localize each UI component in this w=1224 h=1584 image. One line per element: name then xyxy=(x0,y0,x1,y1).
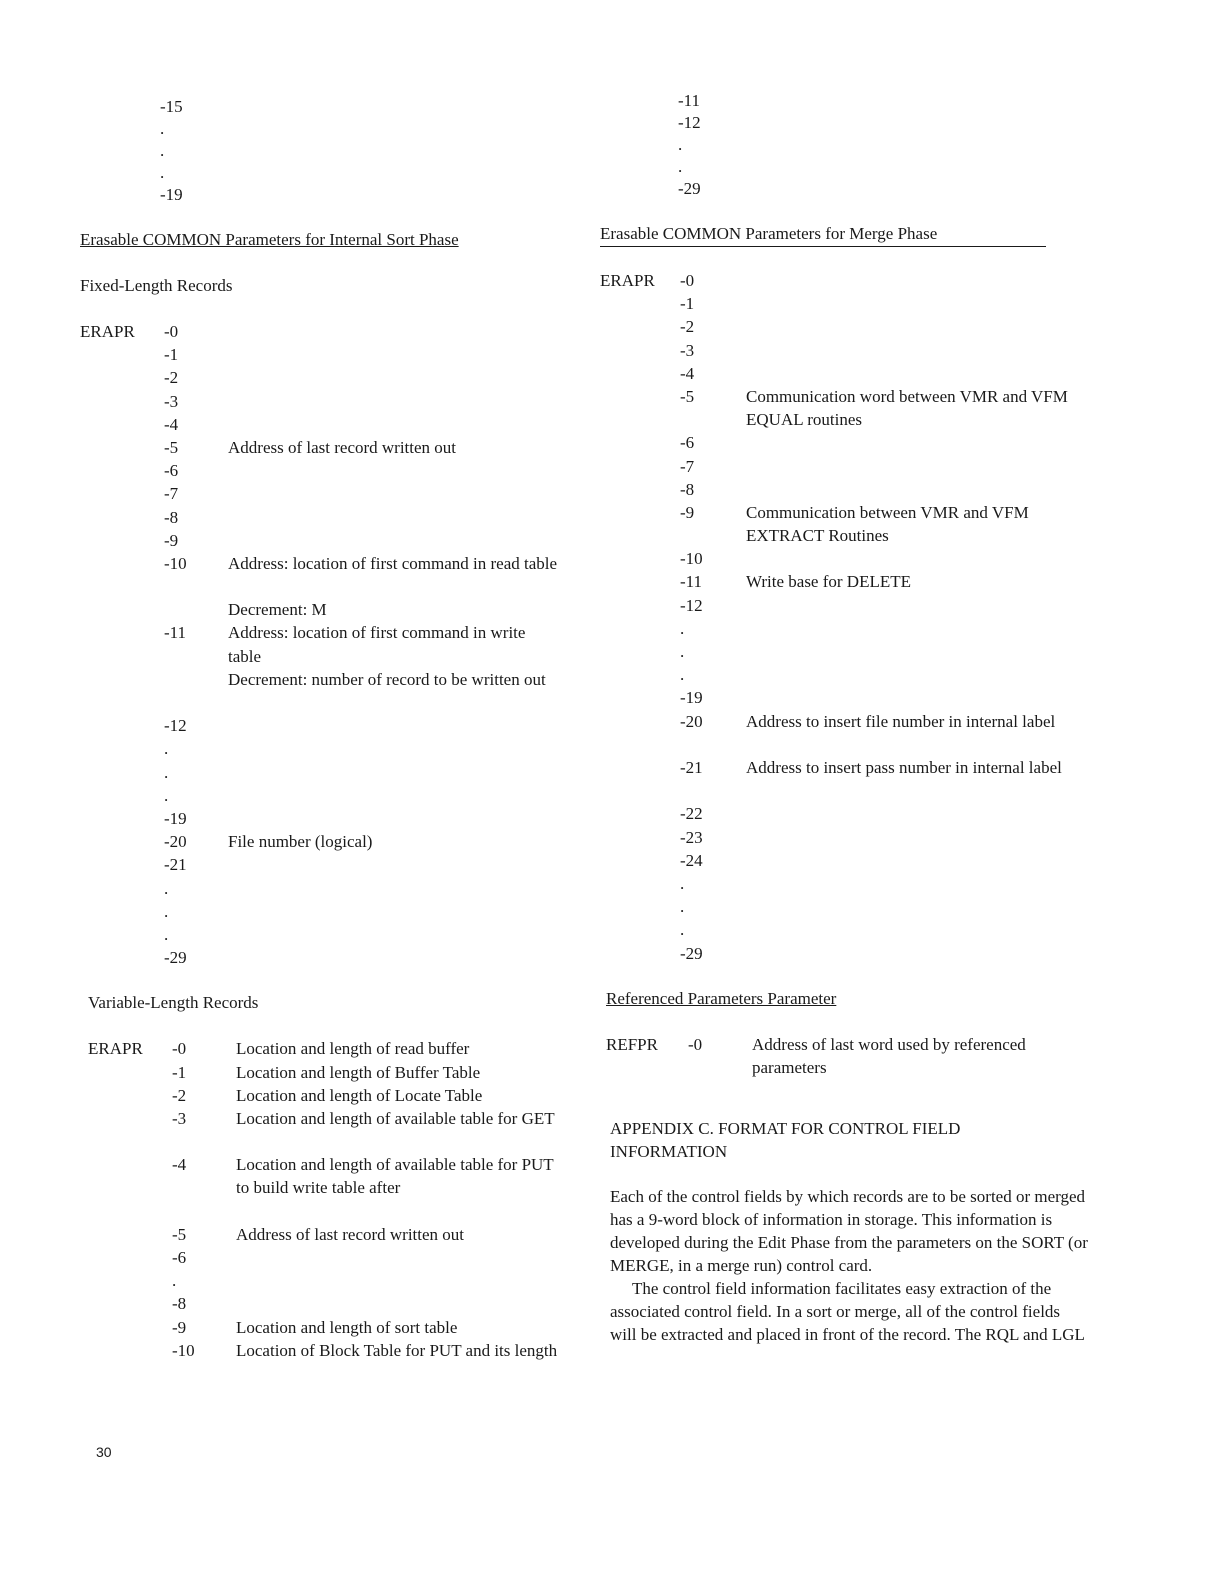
merge-phase-heading: Erasable COMMON Parameters for Merge Phase xyxy=(600,222,1046,247)
parameter-row xyxy=(600,431,1120,454)
parameter-number: -1 xyxy=(164,345,179,365)
parameter-row xyxy=(600,849,1120,872)
parameter-row xyxy=(80,459,600,482)
parameter-number: -29 xyxy=(678,179,701,198)
parameter-row xyxy=(80,737,600,760)
parameter-number: -8 xyxy=(172,1294,187,1314)
parameter-row xyxy=(80,830,600,853)
parameter-number: -10 xyxy=(172,1340,195,1360)
parameter-row xyxy=(80,529,600,552)
parameter-row xyxy=(88,1061,600,1084)
top-list-item xyxy=(80,162,600,184)
parameter-row xyxy=(88,1292,600,1315)
parameter-row xyxy=(80,506,600,529)
parameter-row xyxy=(600,292,1120,315)
parameter-number: . xyxy=(680,618,685,638)
parameter-row xyxy=(80,621,600,714)
parameter-row xyxy=(88,1223,600,1246)
refpr-row xyxy=(606,1033,1120,1081)
parameter-number: . xyxy=(164,901,169,921)
parameter-number: -5 xyxy=(172,1224,187,1244)
parameter-decrement: Decrement: number of record to be written out xyxy=(228,669,546,689)
parameter-number: -4 xyxy=(164,414,179,434)
refpr-label: REFPR xyxy=(606,1034,658,1054)
parameter-row xyxy=(80,436,600,459)
parameter-row xyxy=(600,594,1120,617)
parameter-row xyxy=(80,714,600,737)
parameter-description: Address to insert pass number in internal label xyxy=(746,757,1062,777)
parameter-number: -12 xyxy=(678,113,701,132)
parameter-number: -0 xyxy=(680,271,695,290)
parameter-row xyxy=(80,761,600,784)
top-list-item xyxy=(80,118,600,140)
parameter-number: -8 xyxy=(164,507,179,527)
parameter-row xyxy=(80,946,600,969)
parameter-row xyxy=(88,1339,600,1385)
parameter-number: -7 xyxy=(164,484,179,504)
parameter-number: -0 xyxy=(164,322,179,341)
top-list-item xyxy=(600,90,1120,112)
top-list-item xyxy=(600,156,1120,178)
parameter-number: -10 xyxy=(680,549,703,569)
parameter-row xyxy=(600,895,1120,918)
top-list-item xyxy=(80,96,600,118)
parameter-row xyxy=(600,385,1120,431)
parameter-row xyxy=(600,686,1120,709)
parameter-number: . xyxy=(678,157,683,176)
parameter-description: Address of last record written out xyxy=(228,437,457,457)
parameter-row xyxy=(80,552,600,622)
parameter-number: . xyxy=(680,897,685,917)
parameter-description: Location and length of read buffer xyxy=(236,1039,470,1059)
parameter-row xyxy=(80,784,600,807)
parameter-row xyxy=(80,390,600,413)
parameter-row xyxy=(600,756,1120,802)
appendix-c-paragraph-2: The control field information facilitates easy extraction of the associated control field. In a sort or merge, all of the control fields will be extracted and placed in front of the record. The RQL and LGL xyxy=(610,1278,1085,1344)
parameter-decrement: Decrement: M xyxy=(228,600,327,620)
parameter-number: -3 xyxy=(164,391,179,411)
right-top-list xyxy=(600,90,1120,200)
parameter-description: Location and length of Buffer Table xyxy=(236,1062,481,1082)
parameter-description: Location and length of available table for GET xyxy=(236,1108,555,1128)
parameter-number: -19 xyxy=(164,809,187,829)
parameter-row xyxy=(80,923,600,946)
parameter-number: . xyxy=(164,924,169,944)
right-column xyxy=(600,90,1120,1346)
parameter-number: . xyxy=(164,785,169,805)
register-label: ERAPR xyxy=(80,322,135,341)
merge-phase-table xyxy=(600,269,1120,965)
parameter-number: -11 xyxy=(164,623,187,643)
fixed-length-table xyxy=(80,320,600,969)
parameter-number: -11 xyxy=(680,572,703,592)
parameter-number: -20 xyxy=(164,832,187,852)
parameter-number: . xyxy=(160,119,165,138)
parameter-number: -19 xyxy=(160,185,183,204)
parameter-description: Location of Block Table for PUT and its length xyxy=(236,1340,558,1360)
parameter-number: -12 xyxy=(164,716,187,736)
top-list-item xyxy=(600,112,1120,134)
parameter-number: . xyxy=(680,665,685,685)
parameter-number: -12 xyxy=(680,595,703,615)
parameter-number: -4 xyxy=(680,363,695,383)
fixed-length-subheading: Fixed-Length Records xyxy=(80,276,233,295)
parameter-number: -0 xyxy=(172,1039,187,1059)
parameter-number: -21 xyxy=(164,855,187,875)
parameter-number: -7 xyxy=(680,456,695,476)
parameter-row xyxy=(600,547,1120,570)
parameter-row xyxy=(88,1037,600,1060)
parameter-number: -3 xyxy=(680,340,695,360)
parameter-number: -9 xyxy=(164,530,179,550)
parameter-row xyxy=(80,320,600,343)
parameter-number: . xyxy=(164,762,169,782)
parameter-row xyxy=(600,918,1120,941)
parameter-number: -10 xyxy=(164,553,187,573)
parameter-number: -9 xyxy=(172,1317,187,1337)
parameter-description: Location and length of available table for PUT to build write table after xyxy=(236,1155,554,1198)
appendix-c-title: APPENDIX C. FORMAT FOR CONTROL FIELD INFORMATION xyxy=(610,1118,961,1161)
parameter-row xyxy=(600,617,1120,640)
parameter-description: Location and length of Locate Table xyxy=(236,1085,483,1105)
parameter-number: . xyxy=(680,873,685,893)
parameter-row xyxy=(600,570,1120,593)
parameter-row xyxy=(600,315,1120,338)
parameter-row xyxy=(600,455,1120,478)
parameter-number: . xyxy=(164,739,169,759)
parameter-number: -5 xyxy=(680,386,695,406)
parameter-number: -2 xyxy=(164,368,179,388)
top-list-item xyxy=(80,184,600,206)
parameter-number: . xyxy=(164,878,169,898)
parameter-row xyxy=(80,482,600,505)
parameter-row xyxy=(600,339,1120,362)
internal-sort-heading: Erasable COMMON Parameters for Internal Sort Phase xyxy=(80,230,459,249)
parameter-number: -6 xyxy=(680,433,695,453)
parameter-number: -29 xyxy=(164,948,187,968)
parameter-description: Communication between VMR and VFM EXTRACT Routines xyxy=(746,502,1029,546)
parameter-row xyxy=(600,663,1120,686)
parameter-number: . xyxy=(160,141,165,160)
parameter-number: -23 xyxy=(680,827,703,847)
parameter-row xyxy=(80,366,600,389)
parameter-number: -1 xyxy=(172,1062,187,1082)
parameter-number: -29 xyxy=(680,943,703,963)
parameter-number: -2 xyxy=(680,317,695,337)
parameter-number: -24 xyxy=(680,850,703,870)
parameter-row xyxy=(80,853,600,876)
parameter-row xyxy=(600,942,1120,965)
page-number: 30 xyxy=(96,1444,112,1460)
parameter-number: -6 xyxy=(164,461,179,481)
top-list-item xyxy=(600,178,1120,200)
top-list-item xyxy=(80,140,600,162)
parameter-row xyxy=(600,872,1120,895)
referenced-parameters-heading: Referenced Parameters Parameter xyxy=(606,988,837,1008)
parameter-number: -4 xyxy=(172,1155,187,1175)
parameter-description: Address: location of first command in write table xyxy=(228,623,526,666)
parameter-number: . xyxy=(680,642,685,662)
parameter-description: Address: location of first command in read table xyxy=(228,553,558,573)
parameter-row xyxy=(80,877,600,900)
variable-length-table xyxy=(88,1037,600,1385)
parameter-number: -9 xyxy=(680,502,695,522)
parameter-row xyxy=(88,1107,600,1153)
parameter-row xyxy=(600,269,1120,292)
parameter-number: -19 xyxy=(680,688,703,708)
parameter-row xyxy=(80,413,600,436)
parameter-number: . xyxy=(160,163,165,182)
parameter-row xyxy=(88,1084,600,1107)
parameter-row xyxy=(80,900,600,923)
parameter-row xyxy=(80,807,600,830)
parameter-description: Write base for DELETE xyxy=(746,572,911,592)
parameter-row xyxy=(600,710,1120,756)
parameter-number: -21 xyxy=(680,757,703,777)
parameter-number: -22 xyxy=(680,804,703,824)
parameter-number: -15 xyxy=(160,97,183,116)
parameter-number: -3 xyxy=(172,1108,187,1128)
parameter-number: -6 xyxy=(172,1248,187,1268)
parameter-row xyxy=(600,826,1120,849)
refpr-number: -0 xyxy=(688,1034,703,1054)
parameter-description: File number (logical) xyxy=(228,832,373,852)
parameter-description: Address to insert file number in internal label xyxy=(746,711,1056,731)
parameter-number: -2 xyxy=(172,1085,187,1105)
parameter-row xyxy=(600,362,1120,385)
parameter-number: -5 xyxy=(164,437,179,457)
parameter-row xyxy=(88,1246,600,1269)
parameter-number: . xyxy=(680,920,685,940)
parameter-number: -1 xyxy=(680,294,695,314)
parameter-number: -11 xyxy=(678,91,701,110)
register-label: ERAPR xyxy=(600,271,655,290)
parameter-row xyxy=(600,501,1120,547)
left-column xyxy=(80,96,600,1385)
parameter-number: -20 xyxy=(680,711,703,731)
parameter-row xyxy=(88,1316,600,1339)
parameter-number: . xyxy=(172,1271,177,1291)
parameter-number: -8 xyxy=(680,479,695,499)
parameter-number: . xyxy=(678,135,683,154)
register-label: ERAPR xyxy=(88,1039,143,1059)
parameter-description: Address of last record written out xyxy=(236,1224,465,1244)
refpr-description: Address of last word used by referenced parameters xyxy=(752,1034,1026,1077)
parameter-row xyxy=(88,1269,600,1292)
parameter-row xyxy=(600,640,1120,663)
top-list-item xyxy=(600,134,1120,156)
variable-length-subheading: Variable-Length Records xyxy=(88,993,259,1013)
parameter-description: Communication word between VMR and VFM EQUAL routines xyxy=(746,386,1068,430)
parameter-row xyxy=(600,478,1120,501)
parameter-row xyxy=(88,1153,600,1223)
appendix-c-paragraph-1: Each of the control fields by which records are to be sorted or merged has a 9-word block of information in storage. This information is developed during the Edit Phase from the parameters on the SORT (or MERGE, in a merge run) control card. xyxy=(610,1186,1088,1275)
parameter-row xyxy=(600,802,1120,825)
parameter-description: Location and length of sort table xyxy=(236,1317,458,1337)
parameter-row xyxy=(80,343,600,366)
left-top-list xyxy=(80,96,600,206)
